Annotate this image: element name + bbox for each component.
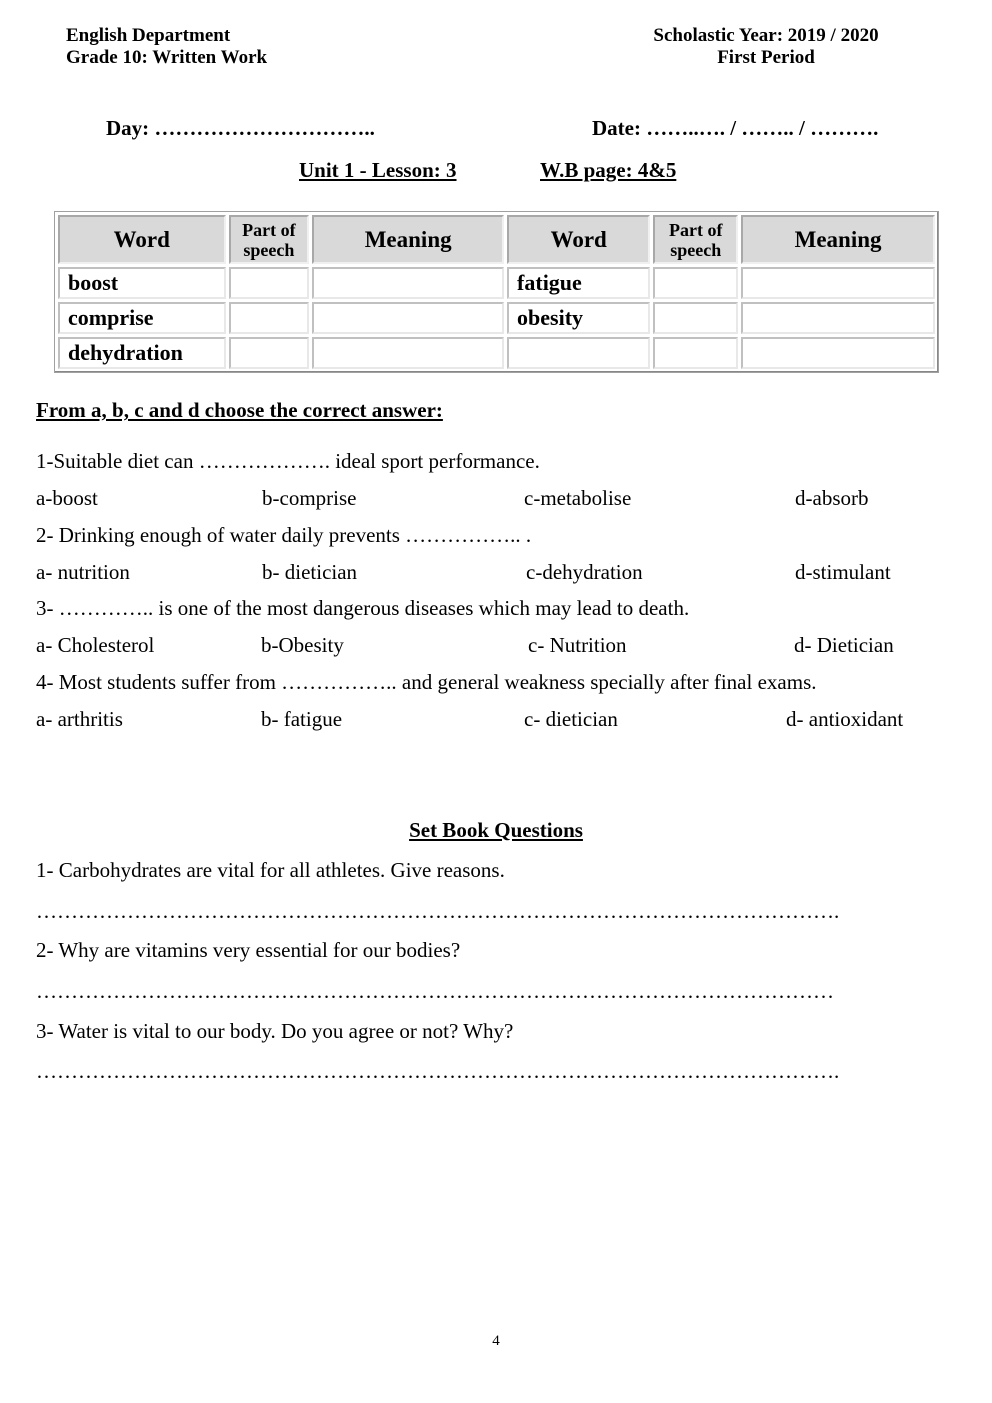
period-label: First Period xyxy=(717,47,815,68)
mcq-section-title: From a, b, c and d choose the correct answer: xyxy=(36,398,443,422)
meaning-input-cell[interactable] xyxy=(312,302,504,334)
mcq-option-c[interactable]: c-dehydration xyxy=(526,560,643,584)
mcq-question-3: 3- ………….. is one of the most dangerous diseases which may lead to death. xyxy=(36,596,690,620)
table-row xyxy=(58,302,935,334)
unit-lesson-title: Unit 1 - Lesson: 3 xyxy=(299,158,457,182)
meaning-input-cell[interactable] xyxy=(741,267,935,299)
header-pos-left xyxy=(229,215,310,264)
mcq-option-a[interactable]: a- arthritis xyxy=(36,707,123,731)
pos-input-cell[interactable] xyxy=(229,337,310,369)
set-book-title: Set Book Questions xyxy=(409,818,583,842)
set-book-question-3: 3- Water is vital to our body. Do you agree or not? Why? xyxy=(36,1019,514,1043)
mcq-option-b[interactable]: b-Obesity xyxy=(261,633,344,657)
meaning-input-cell[interactable] xyxy=(312,337,504,369)
mcq-question-1: 1-Suitable diet can ………………. ideal sport performance. xyxy=(36,449,540,473)
pos-input-cell[interactable] xyxy=(229,302,310,334)
meaning-input-cell[interactable] xyxy=(312,267,504,299)
answer-line-3[interactable]: ……………………………………………………………………………………………………. xyxy=(36,1059,840,1083)
set-book-question-1: 1- Carbohydrates are vital for all athletes. Give reasons. xyxy=(36,858,505,882)
mcq-option-c[interactable]: c- Nutrition xyxy=(528,633,627,657)
header-pos-line2: speech xyxy=(243,239,295,260)
pos-input-cell[interactable] xyxy=(653,337,738,369)
meaning-input-cell[interactable] xyxy=(741,302,935,334)
header-pos-line2: speech xyxy=(670,239,722,260)
answer-line-2[interactable]: …………………………………………………………………………………………………… xyxy=(36,979,834,1003)
wb-page-title: W.B page: 4&5 xyxy=(540,158,677,182)
mcq-question-2: 2- Drinking enough of water daily prevents …………….. . xyxy=(36,523,532,547)
answer-line-1[interactable]: ……………………………………………………………………………………………………. xyxy=(36,899,840,923)
day-field[interactable]: Day: ………………………….. xyxy=(106,116,375,140)
word-cell xyxy=(507,337,650,369)
mcq-option-b[interactable]: b- dietician xyxy=(262,560,358,584)
header-pos-line1: Part of xyxy=(242,219,296,240)
grade-label: Grade 10: Written Work xyxy=(66,47,268,68)
department-label: English Department xyxy=(66,25,231,46)
word-cell: dehydration xyxy=(58,337,226,369)
date-field[interactable]: Date: ……..…. / …….. / ………. xyxy=(592,116,879,140)
pos-input-cell[interactable] xyxy=(653,267,738,299)
page-number: 4 xyxy=(492,1333,500,1349)
table-row xyxy=(58,337,935,369)
table-header-row xyxy=(58,215,935,264)
vocabulary-table xyxy=(54,211,939,373)
pos-input-cell[interactable] xyxy=(229,267,310,299)
header-pos-line1: Part of xyxy=(669,219,723,240)
word-cell: obesity xyxy=(507,302,650,334)
table-row xyxy=(58,267,935,299)
header-pos-right xyxy=(653,215,738,264)
mcq-option-a[interactable]: a- Cholesterol xyxy=(36,633,155,657)
mcq-option-d[interactable]: d-absorb xyxy=(795,486,869,510)
word-cell: comprise xyxy=(58,302,226,334)
mcq-option-c[interactable]: c-metabolise xyxy=(524,486,632,510)
mcq-option-b[interactable]: b-comprise xyxy=(262,486,357,510)
set-book-question-2: 2- Why are vitamins very essential for our bodies? xyxy=(36,938,461,962)
word-cell: fatigue xyxy=(507,267,650,299)
header-word-left: Word xyxy=(58,215,226,264)
mcq-option-d[interactable]: d-stimulant xyxy=(795,560,891,584)
header-meaning-right: Meaning xyxy=(741,215,935,264)
meaning-input-cell[interactable] xyxy=(741,337,935,369)
mcq-option-d[interactable]: d- Dietician xyxy=(794,633,894,657)
scholastic-year: Scholastic Year: 2019 / 2020 xyxy=(653,25,879,46)
mcq-option-a[interactable]: a- nutrition xyxy=(36,560,130,584)
mcq-question-4: 4- Most students suffer from …………….. and general weakness specially after final exams. xyxy=(36,670,817,694)
mcq-option-d[interactable]: d- antioxidant xyxy=(786,707,904,731)
mcq-option-b[interactable]: b- fatigue xyxy=(261,707,343,731)
mcq-option-c[interactable]: c- dietician xyxy=(524,707,618,731)
pos-input-cell[interactable] xyxy=(653,302,738,334)
header-word-right: Word xyxy=(507,215,650,264)
word-cell: boost xyxy=(58,267,226,299)
header-meaning-left: Meaning xyxy=(312,215,504,264)
mcq-option-a[interactable]: a-boost xyxy=(36,486,98,510)
